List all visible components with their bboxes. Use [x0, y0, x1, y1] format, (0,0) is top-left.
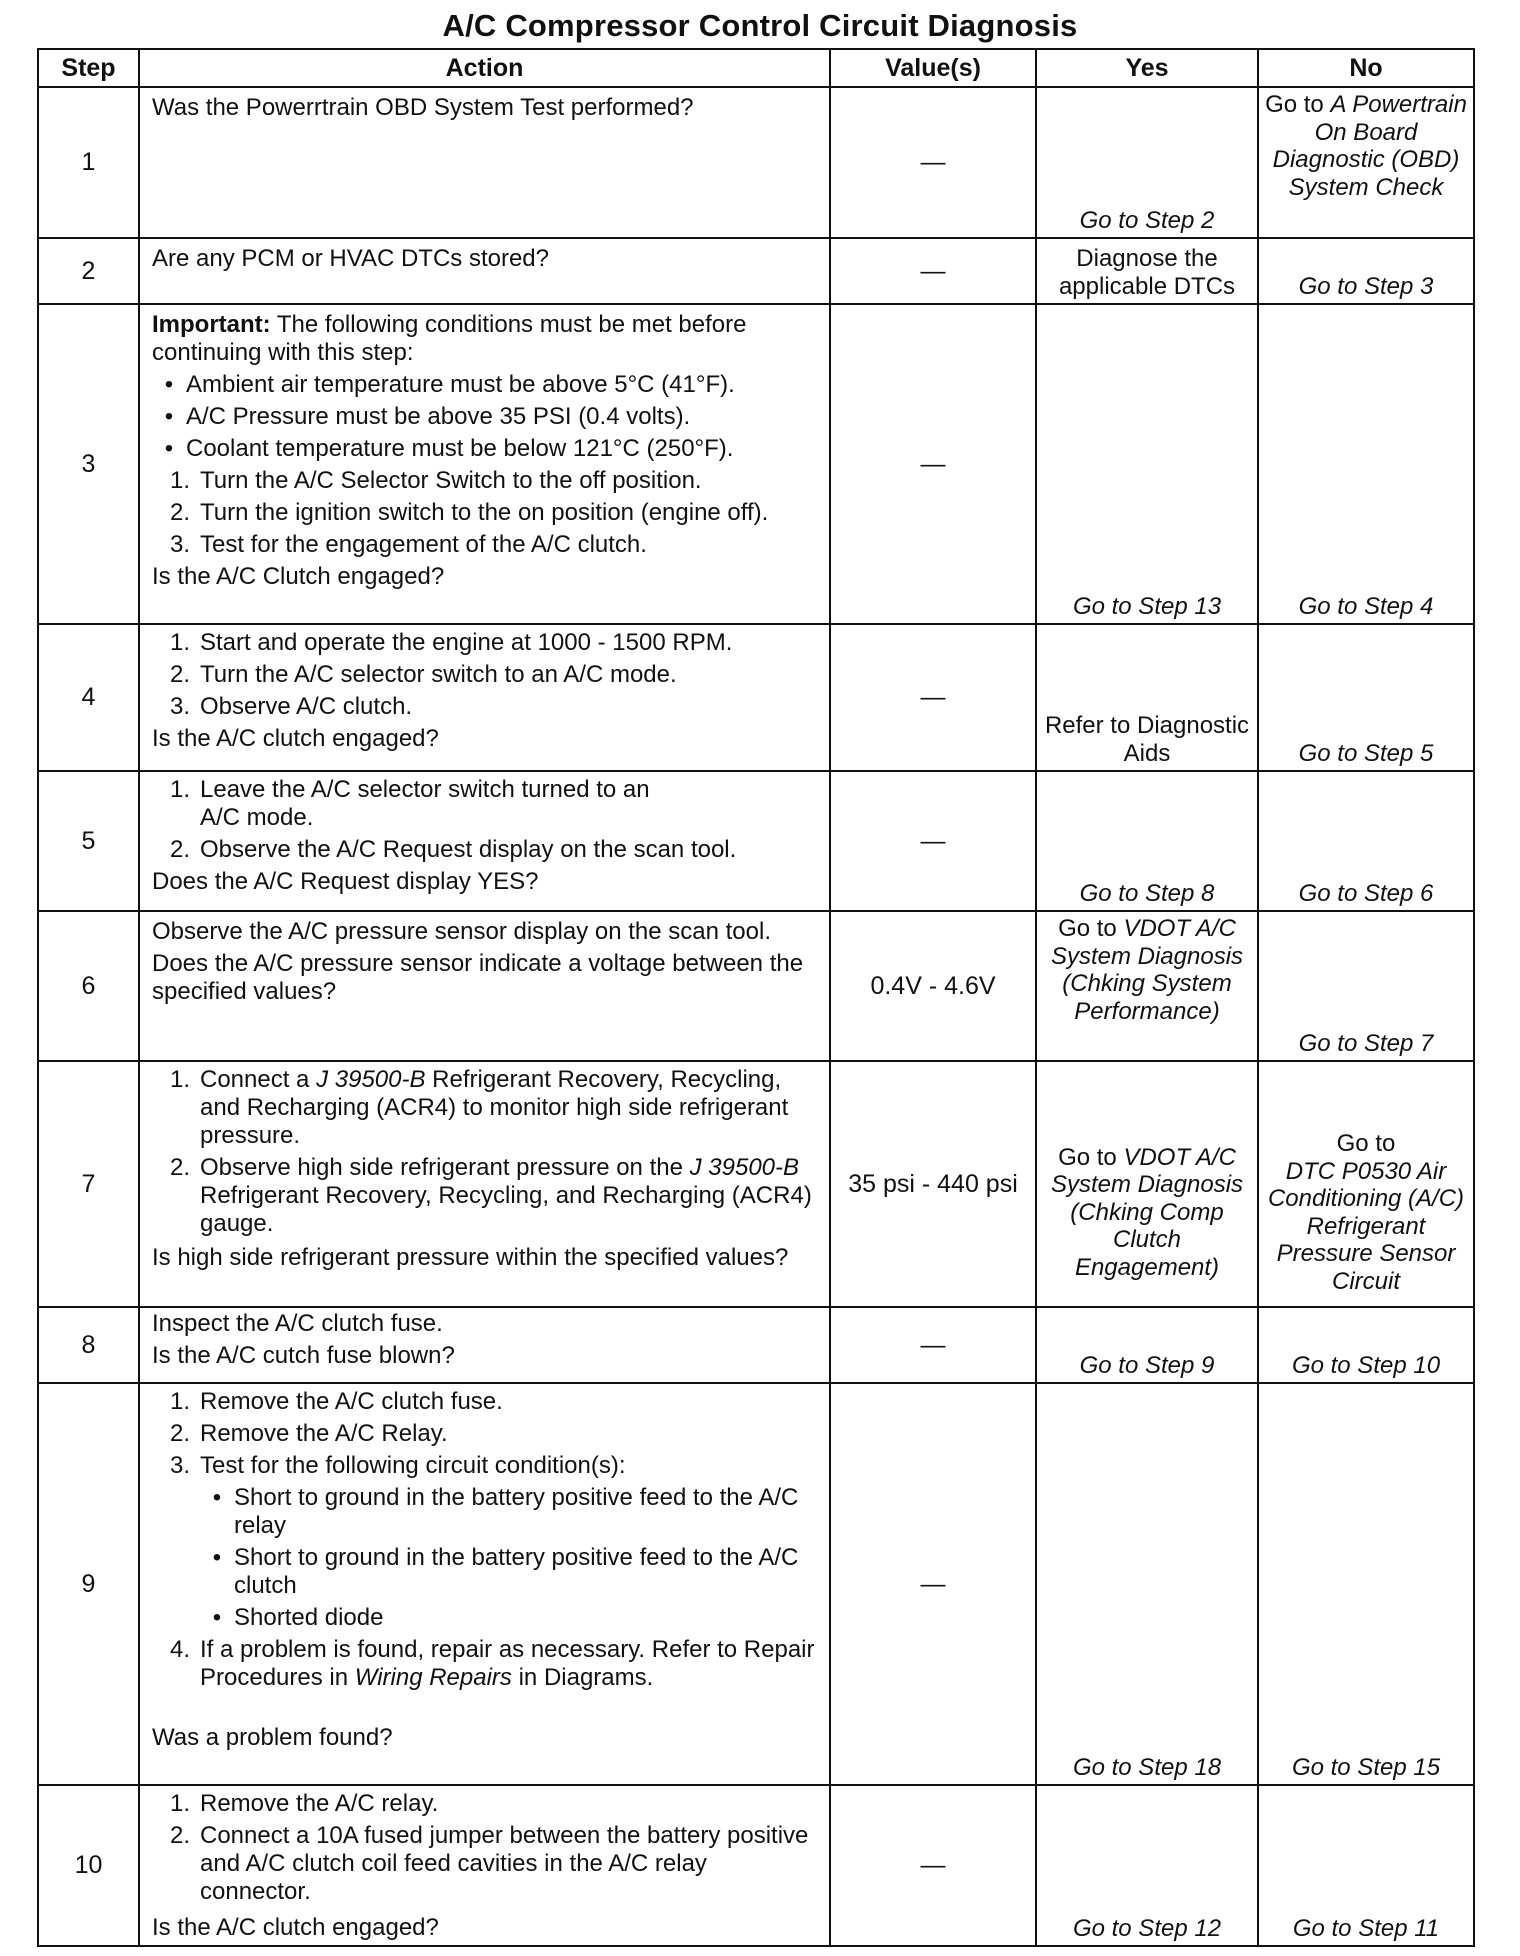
header-no: No	[1258, 49, 1474, 87]
yes-cell[interactable]: Go to Step 13	[1036, 304, 1258, 624]
action-cell	[139, 771, 830, 911]
table-row	[38, 304, 1474, 624]
value-cell: —	[830, 304, 1036, 624]
important-note	[152, 311, 817, 367]
table-row	[38, 238, 1474, 304]
no-cell[interactable]: Go to Step 7	[1258, 911, 1474, 1061]
action-question: Is the A/C clutch engaged?	[152, 725, 439, 752]
no-cell[interactable]: Go to Step 4	[1258, 304, 1474, 624]
numbered-step: 3. Observe A/C clutch.	[169, 693, 413, 720]
numbered-step: 1. Turn the A/C Selector Switch to the off position.	[169, 467, 702, 494]
yes-cell[interactable]: Go to Step 18	[1036, 1383, 1258, 1785]
condition-bullet: • Short to ground in the battery positive feed to the A/C relay	[212, 1484, 799, 1539]
header-step: Step	[38, 49, 139, 87]
numbered-step: 1. Remove the A/C relay.	[169, 1790, 439, 1817]
step-number: 7	[38, 1061, 139, 1307]
action-question: Is the A/C cutch fuse blown?	[152, 1342, 455, 1369]
numbered-step: 2. Remove the A/C Relay.	[169, 1420, 448, 1447]
yes-cell[interactable]: Go to Step 12	[1036, 1785, 1258, 1946]
no-cell[interactable]: Go to Step 10	[1258, 1307, 1474, 1383]
diagnosis-table	[37, 48, 1475, 1947]
no-link-target[interactable]: DTC P0530 Air Conditioning (A/C) Refrigerant Pressure Sensor Circuit	[1267, 1157, 1465, 1295]
no-cell[interactable]: Go to Step 11	[1258, 1785, 1474, 1946]
page-title: A/C Compressor Control Circuit Diagnosis	[442, 8, 1078, 43]
yes-link-prefix: Go to	[1058, 915, 1124, 942]
wiring-repairs-reference[interactable]: Wiring Repairs	[354, 1664, 512, 1691]
action-cell	[139, 1785, 830, 1946]
value-cell: —	[830, 771, 1036, 911]
condition-bullet: • A/C Pressure must be above 35 PSI (0.4 volts).	[164, 403, 691, 430]
no-cell[interactable]: Go to Step 5	[1258, 624, 1474, 771]
condition-bullet: • Ambient air temperature must be above 5°C (41°F).	[164, 371, 735, 398]
yes-cell: Go to Step 2	[1036, 87, 1258, 238]
value-cell: —	[830, 1383, 1036, 1785]
step-number: 10	[38, 1785, 139, 1946]
action-question: Does the A/C pressure sensor indicate a voltage between the specified values?	[152, 950, 804, 1005]
table-row	[38, 771, 1474, 911]
yes-link-prefix: Go to	[1058, 1143, 1124, 1171]
value-cell: —	[830, 624, 1036, 771]
table-row	[38, 1383, 1474, 1785]
table-row	[38, 87, 1474, 238]
table-header-row	[38, 49, 1474, 87]
step-number: 9	[38, 1383, 139, 1785]
condition-bullet: • Coolant temperature must be below 121°C (250°F).	[164, 435, 734, 462]
numbered-step: 2. Turn the ignition switch to the on position (engine off).	[169, 499, 769, 526]
tool-reference: J 39500-B	[316, 1066, 426, 1093]
table-row	[38, 624, 1474, 771]
action-question: Was the Powerrtrain OBD System Test performed?	[152, 94, 694, 121]
table-row	[38, 1785, 1474, 1946]
numbered-step: 1. Leave the A/C selector switch turned to an A/C mode.	[169, 776, 650, 831]
value-cell: —	[830, 1785, 1036, 1946]
value-cell: 0.4V - 4.6V	[830, 911, 1036, 1061]
numbered-step: 3. Test for the engagement of the A/C clutch.	[169, 531, 647, 558]
value-cell: 35 psi - 440 psi	[830, 1061, 1036, 1307]
action-cell	[139, 87, 830, 238]
no-cell[interactable]: Go to Step 15	[1258, 1383, 1474, 1785]
step-number: 6	[38, 911, 139, 1061]
step-number: 1	[38, 87, 139, 238]
action-cell	[139, 1061, 830, 1307]
important-label: Important:	[152, 311, 271, 338]
numbered-step: 2. Turn the A/C selector switch to an A/C mode.	[169, 661, 677, 688]
step-number: 3	[38, 304, 139, 624]
numbered-step: 2. Connect a 10A fused jumper between the battery positive and A/C clutch coil feed cavities in the A/C relay connector.	[169, 1822, 809, 1905]
condition-bullet: • Short to ground in the battery positive feed to the A/C clutch	[212, 1544, 799, 1599]
action-cell	[139, 238, 830, 304]
value-cell: —	[830, 238, 1036, 304]
yes-cell: Diagnose the applicable DTCs	[1036, 238, 1258, 304]
numbered-step: 1. Start and operate the engine at 1000 - 1500 RPM.	[169, 629, 733, 656]
numbered-step: 4. If a problem is found, repair as necessary. Refer to Repair Procedures in Wiring Repairs in Diagrams.	[169, 1636, 815, 1691]
no-cell[interactable]: Go to Step 3	[1258, 238, 1474, 304]
value-cell: —	[830, 87, 1036, 238]
action-question: Was a problem found?	[152, 1724, 393, 1751]
numbered-step: 1. Connect a J 39500-B Refrigerant Recovery, Recycling, and Recharging (ACR4) to monitor high side refrigerant pressure.	[169, 1066, 789, 1149]
step-number: 8	[38, 1307, 139, 1383]
table-row	[38, 1307, 1474, 1383]
action-question: Is the A/C clutch engaged?	[152, 1914, 439, 1941]
no-link-prefix: Go to	[1265, 91, 1331, 118]
numbered-step: 2. Observe high side refrigerant pressure on the J 39500-B Refrigerant Recovery, Recycling, and Recharging (ACR4) gauge.	[169, 1154, 812, 1237]
action-question: Are any PCM or HVAC DTCs stored?	[152, 245, 549, 272]
yes-cell	[1036, 1061, 1258, 1307]
action-cell	[139, 911, 830, 1061]
yes-link-target[interactable]: VDOT A/C System Diagnosis (Chking System Performance)	[1050, 915, 1244, 1025]
action-cell	[139, 1307, 830, 1383]
action-cell	[139, 624, 830, 771]
numbered-step: 2. Observe the A/C Request display on the scan tool.	[169, 836, 737, 863]
value-cell: —	[830, 1307, 1036, 1383]
action-cell	[139, 304, 830, 624]
header-values: Value(s)	[830, 49, 1036, 87]
no-link-target[interactable]: A Powertrain On Board Diagnostic (OBD) System Check	[1272, 91, 1467, 201]
no-link-prefix: Go to	[1336, 1130, 1396, 1157]
step-number: 2	[38, 238, 139, 304]
header-action: Action	[139, 49, 830, 87]
table-row	[38, 911, 1474, 1061]
action-cell	[139, 1383, 830, 1785]
no-cell	[1258, 87, 1474, 238]
no-cell[interactable]: Go to Step 6	[1258, 771, 1474, 911]
numbered-step: 3. Test for the following circuit condition(s):	[169, 1452, 626, 1479]
step-number: 5	[38, 771, 139, 911]
action-instruction: Observe the A/C pressure sensor display on the scan tool.	[152, 918, 771, 945]
yes-cell: Refer to Diagnostic Aids	[1036, 624, 1258, 771]
tool-reference: J 39500-B	[689, 1154, 800, 1181]
condition-bullet: • Shorted diode	[212, 1604, 384, 1631]
numbered-step: 1. Remove the A/C clutch fuse.	[169, 1388, 503, 1415]
action-instruction: Inspect the A/C clutch fuse.	[152, 1310, 443, 1337]
important-text: The following conditions must be met before continuing with this step:	[152, 311, 747, 366]
no-cell	[1258, 1061, 1474, 1307]
action-question: Does the A/C Request display YES?	[152, 868, 539, 895]
yes-cell[interactable]: Go to Step 9	[1036, 1307, 1258, 1383]
action-question: Is high side refrigerant pressure within the specified values?	[152, 1244, 789, 1271]
yes-link-target[interactable]: VDOT A/C System Diagnosis (Chking Comp Clutch Engagement)	[1050, 1143, 1244, 1281]
table-row	[38, 1061, 1474, 1307]
header-yes: Yes	[1036, 49, 1258, 87]
action-question: Is the A/C Clutch engaged?	[152, 563, 445, 590]
yes-cell[interactable]: Go to Step 8	[1036, 771, 1258, 911]
yes-cell	[1036, 911, 1258, 1061]
step-number: 4	[38, 624, 139, 771]
